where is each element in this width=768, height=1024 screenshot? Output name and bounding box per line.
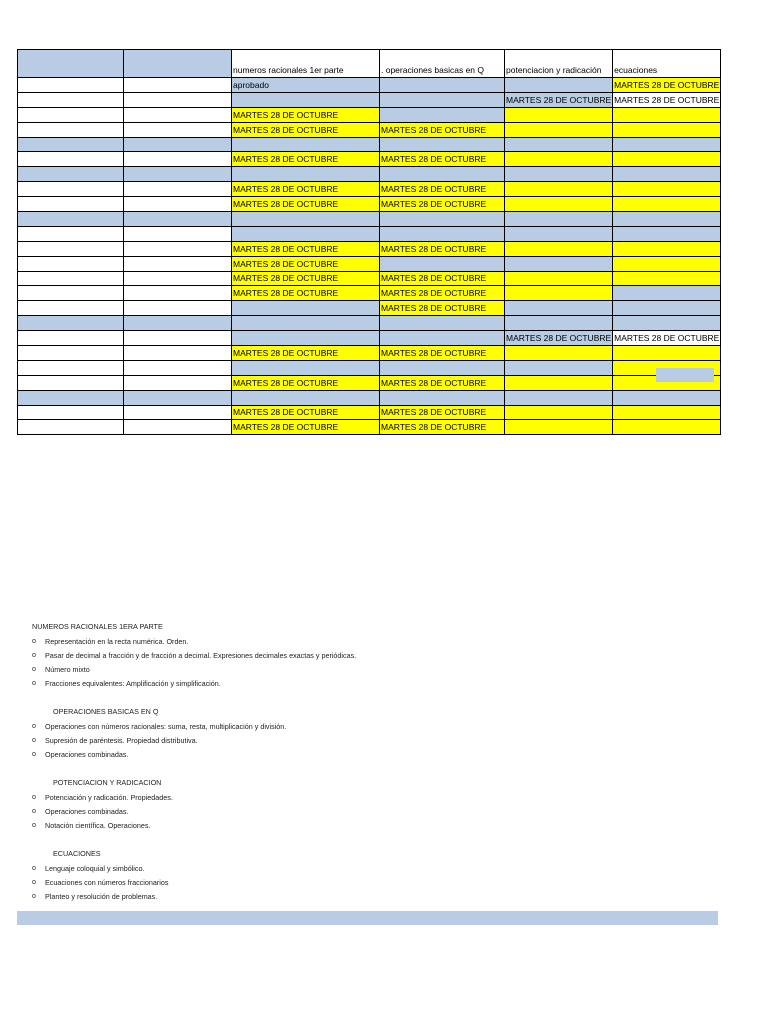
table-cell	[505, 152, 613, 167]
cell-text: MARTES 28 DE OCTUBRE	[381, 154, 487, 165]
table-cell	[505, 271, 613, 286]
exam-schedule-table	[17, 49, 721, 435]
table-cell	[505, 331, 613, 346]
table-cell	[613, 346, 721, 361]
table-cell	[124, 405, 232, 420]
syllabus-topic-list	[32, 635, 732, 691]
table-cell	[380, 346, 505, 361]
table-cell	[232, 271, 380, 286]
cell-text: MARTES 28 DE OCTUBRE	[381, 243, 487, 254]
table-cell	[18, 226, 124, 241]
table-cell	[380, 212, 505, 227]
table-cell	[505, 92, 613, 107]
cell-text: MARTES 28 DE OCTUBRE	[614, 94, 720, 105]
table-cell	[18, 137, 124, 152]
table-cell	[232, 78, 380, 93]
column-header: . operaciones basicas en Q	[380, 50, 505, 78]
cell-text: MARTES 28 DE OCTUBRE	[233, 124, 339, 135]
table-cell	[613, 286, 721, 301]
table-cell	[232, 152, 380, 167]
table-cell	[505, 405, 613, 420]
cell-text: MARTES 28 DE OCTUBRE	[233, 109, 339, 120]
table-cell	[18, 107, 124, 122]
table-cell	[380, 152, 505, 167]
table-cell	[505, 107, 613, 122]
table-cell	[232, 331, 380, 346]
cell-text: MARTES 28 DE OCTUBRE	[381, 303, 487, 314]
table-cell	[232, 182, 380, 197]
table-cell	[380, 182, 505, 197]
table-cell	[505, 316, 613, 331]
table-cell	[124, 360, 232, 375]
footer-highlight-band	[17, 911, 718, 925]
table-row	[18, 331, 721, 346]
table-cell	[124, 301, 232, 316]
table-cell	[380, 301, 505, 316]
table-cell	[505, 301, 613, 316]
table-cell	[613, 301, 721, 316]
table-cell	[124, 390, 232, 405]
table-cell	[380, 405, 505, 420]
table-row	[18, 286, 721, 301]
table-cell	[18, 182, 124, 197]
table-cell	[232, 360, 380, 375]
table-cell	[505, 182, 613, 197]
syllabus-topic-list	[32, 791, 732, 833]
cell-text: MARTES 28 DE OCTUBRE	[381, 273, 487, 284]
table-cell	[18, 316, 124, 331]
table-cell	[232, 197, 380, 212]
cell-text: MARTES 28 DE OCTUBRE	[381, 377, 487, 388]
cell-text: MARTES 28 DE OCTUBRE	[381, 347, 487, 358]
table-cell	[380, 137, 505, 152]
syllabus-topic: o Operaciones combinadas.	[32, 748, 732, 762]
table-cell	[613, 331, 721, 346]
table-cell	[505, 420, 613, 435]
table-cell	[232, 167, 380, 182]
table-cell	[232, 405, 380, 420]
table-cell	[613, 405, 721, 420]
table-cell	[124, 182, 232, 197]
table-cell	[380, 331, 505, 346]
cell-text: MARTES 28 DE OCTUBRE	[233, 347, 339, 358]
table-cell	[18, 271, 124, 286]
table-cell	[505, 167, 613, 182]
table-cell	[380, 256, 505, 271]
cell-text: MARTES 28 DE OCTUBRE	[233, 273, 339, 284]
table-cell	[124, 331, 232, 346]
table-cell	[613, 420, 721, 435]
table-cell	[380, 390, 505, 405]
syllabus-topic: o Supresión de paréntesis. Propiedad distributiva.	[32, 734, 732, 748]
table-cell	[18, 212, 124, 227]
cell-text: MARTES 28 DE OCTUBRE	[233, 422, 339, 433]
table-cell	[124, 286, 232, 301]
column-header	[124, 50, 232, 78]
cell-text: MARTES 28 DE OCTUBRE	[233, 288, 339, 299]
table-cell	[124, 375, 232, 390]
table-cell	[505, 256, 613, 271]
table-header-row	[18, 50, 721, 78]
cell-text: MARTES 28 DE OCTUBRE	[506, 333, 612, 344]
table-row	[18, 78, 721, 93]
cell-text: aprobado	[233, 79, 269, 90]
cell-text: MARTES 28 DE OCTUBRE	[233, 407, 339, 418]
column-header: numeros racionales 1er parte	[232, 50, 380, 78]
table-cell	[18, 360, 124, 375]
table-cell	[505, 78, 613, 93]
cell-text: MARTES 28 DE OCTUBRE	[381, 422, 487, 433]
table-cell	[505, 241, 613, 256]
table-cell	[505, 122, 613, 137]
row-highlight-stripe	[656, 368, 714, 382]
cell-text: MARTES 28 DE OCTUBRE	[381, 288, 487, 299]
table-cell	[380, 226, 505, 241]
table-cell	[232, 122, 380, 137]
table-cell	[613, 390, 721, 405]
table-cell	[18, 152, 124, 167]
table-row	[18, 271, 721, 286]
table-row	[18, 122, 721, 137]
table-cell	[613, 122, 721, 137]
table-cell	[380, 241, 505, 256]
syllabus-notes	[32, 621, 732, 904]
table-cell	[232, 137, 380, 152]
table-cell	[18, 331, 124, 346]
table-cell	[613, 241, 721, 256]
table-cell	[613, 182, 721, 197]
table-cell	[380, 122, 505, 137]
table-cell	[613, 256, 721, 271]
cell-text: MARTES 28 DE OCTUBRE	[506, 94, 612, 105]
syllabus-topic-list	[32, 720, 732, 762]
table-cell	[124, 212, 232, 227]
cell-text: MARTES 28 DE OCTUBRE	[614, 333, 720, 344]
table-cell	[613, 137, 721, 152]
table-row	[18, 92, 721, 107]
table-cell	[505, 137, 613, 152]
table-cell	[232, 346, 380, 361]
table-cell	[380, 197, 505, 212]
cell-text: MARTES 28 DE OCTUBRE	[233, 199, 339, 210]
table-row	[18, 152, 721, 167]
syllabus-topic: o Operaciones con números racionales: suma, resta, multiplicación y división.	[32, 720, 732, 734]
table-row	[18, 137, 721, 152]
table-cell	[124, 92, 232, 107]
table-cell	[380, 78, 505, 93]
table-row	[18, 197, 721, 212]
cell-text: MARTES 28 DE OCTUBRE	[381, 124, 487, 135]
table-cell	[232, 420, 380, 435]
cell-text: MARTES 28 DE OCTUBRE	[381, 184, 487, 195]
syllabus-topic: o Ecuaciones con números fraccionarios	[32, 876, 732, 890]
table-cell	[505, 226, 613, 241]
table-cell	[232, 375, 380, 390]
table-cell	[124, 78, 232, 93]
table-cell	[380, 375, 505, 390]
table-cell	[124, 271, 232, 286]
syllabus-section-title: NUMEROS RACIONALES 1ERA PARTE	[32, 622, 163, 631]
table-row	[18, 107, 721, 122]
table-cell	[232, 226, 380, 241]
cell-text: MARTES 28 DE OCTUBRE	[614, 79, 720, 90]
table-cell	[613, 107, 721, 122]
table-cell	[613, 78, 721, 93]
cell-text: MARTES 28 DE OCTUBRE	[381, 199, 487, 210]
table-cell	[18, 420, 124, 435]
syllabus-topic-list	[32, 862, 732, 904]
syllabus-topic: o Número mixto	[32, 663, 732, 677]
table-cell	[18, 92, 124, 107]
table-cell	[613, 316, 721, 331]
table-row	[18, 256, 721, 271]
table-cell	[18, 78, 124, 93]
table-cell	[124, 122, 232, 137]
table-cell	[18, 256, 124, 271]
cell-text: MARTES 28 DE OCTUBRE	[233, 258, 339, 269]
table-cell	[18, 197, 124, 212]
exam-schedule-body	[18, 50, 721, 435]
table-row	[18, 360, 721, 375]
table-cell	[18, 122, 124, 137]
table-cell	[380, 316, 505, 331]
table-row	[18, 420, 721, 435]
table-cell	[124, 152, 232, 167]
table-cell	[613, 197, 721, 212]
table-cell	[232, 390, 380, 405]
table-cell	[124, 316, 232, 331]
table-cell	[232, 256, 380, 271]
table-cell	[232, 286, 380, 301]
table-cell	[124, 256, 232, 271]
table-cell	[380, 286, 505, 301]
cell-text: MARTES 28 DE OCTUBRE	[233, 184, 339, 195]
table-cell	[232, 107, 380, 122]
table-row	[18, 316, 721, 331]
table-row	[18, 405, 721, 420]
syllabus-section-title: OPERACIONES BASICAS EN Q	[53, 707, 159, 716]
table-row	[18, 346, 721, 361]
table-cell	[124, 107, 232, 122]
table-cell	[505, 197, 613, 212]
table-cell	[18, 241, 124, 256]
table-cell	[505, 360, 613, 375]
table-cell	[124, 420, 232, 435]
cell-text: MARTES 28 DE OCTUBRE	[233, 377, 339, 388]
table-cell	[232, 92, 380, 107]
table-cell	[380, 92, 505, 107]
table-cell	[124, 241, 232, 256]
syllabus-topic: o Potenciación y radicación. Propiedades.	[32, 791, 732, 805]
table-cell	[124, 137, 232, 152]
table-cell	[18, 390, 124, 405]
syllabus-topic: o Operaciones combinadas.	[32, 805, 732, 819]
table-cell	[613, 167, 721, 182]
syllabus-topic: o Notación científica. Operaciones.	[32, 819, 732, 833]
table-row	[18, 301, 721, 316]
table-cell	[613, 212, 721, 227]
table-cell	[18, 405, 124, 420]
table-cell	[380, 420, 505, 435]
table-cell	[18, 301, 124, 316]
table-cell	[18, 286, 124, 301]
table-cell	[380, 271, 505, 286]
column-header	[18, 50, 124, 78]
table-cell	[232, 301, 380, 316]
table-cell	[232, 241, 380, 256]
table-cell	[124, 167, 232, 182]
column-header: potenciacion y radicación	[505, 50, 613, 78]
table-cell	[18, 375, 124, 390]
table-cell	[232, 212, 380, 227]
table-cell	[232, 316, 380, 331]
syllabus-topic: o Fracciones equivalentes: Amplificación y simplificación.	[32, 677, 732, 691]
table-row	[18, 212, 721, 227]
table-cell	[380, 107, 505, 122]
column-header: ecuaciones	[613, 50, 721, 78]
table-row	[18, 182, 721, 197]
cell-text: MARTES 28 DE OCTUBRE	[233, 154, 339, 165]
table-row	[18, 167, 721, 182]
table-cell	[613, 271, 721, 286]
table-cell	[613, 226, 721, 241]
table-cell	[124, 226, 232, 241]
table-cell	[380, 167, 505, 182]
table-cell	[380, 360, 505, 375]
table-cell	[505, 390, 613, 405]
syllabus-topic: o Planteo y resolución de problemas.	[32, 890, 732, 904]
table-cell	[18, 346, 124, 361]
syllabus-topic: o Lenguaje coloquial y simbólico.	[32, 862, 732, 876]
cell-text: MARTES 28 DE OCTUBRE	[381, 407, 487, 418]
table-cell	[505, 375, 613, 390]
syllabus-topic: o Pasar de decimal a fracción y de fracción a decimal. Expresiones decimales exactas y periódicas.	[32, 649, 732, 663]
syllabus-topic: o Representación en la recta numérica. Orden.	[32, 635, 732, 649]
table-row	[18, 241, 721, 256]
cell-text: MARTES 28 DE OCTUBRE	[233, 243, 339, 254]
table-cell	[18, 167, 124, 182]
syllabus-section-title: ECUACIONES	[53, 849, 101, 858]
table-row	[18, 226, 721, 241]
table-row	[18, 390, 721, 405]
table-cell	[124, 346, 232, 361]
table-cell	[613, 92, 721, 107]
table-cell	[505, 346, 613, 361]
table-row	[18, 375, 721, 390]
table-cell	[124, 197, 232, 212]
table-cell	[505, 286, 613, 301]
table-cell	[613, 152, 721, 167]
table-cell	[505, 212, 613, 227]
syllabus-section-title: POTENCIACION Y RADICACION	[53, 778, 162, 787]
